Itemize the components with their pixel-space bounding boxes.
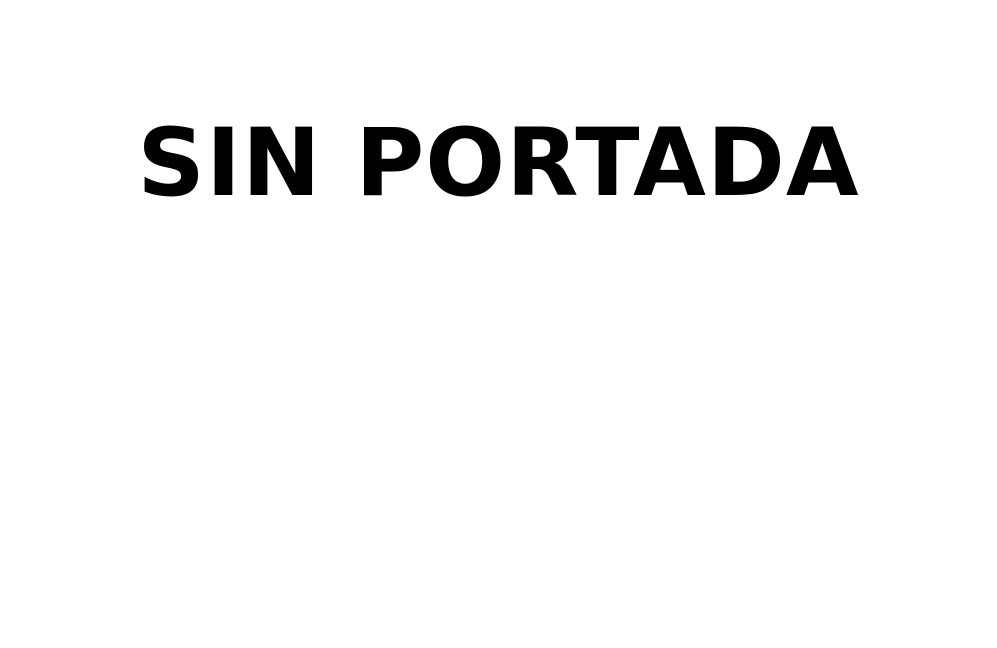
no-cover-title: SIN PORTADA	[137, 109, 860, 218]
